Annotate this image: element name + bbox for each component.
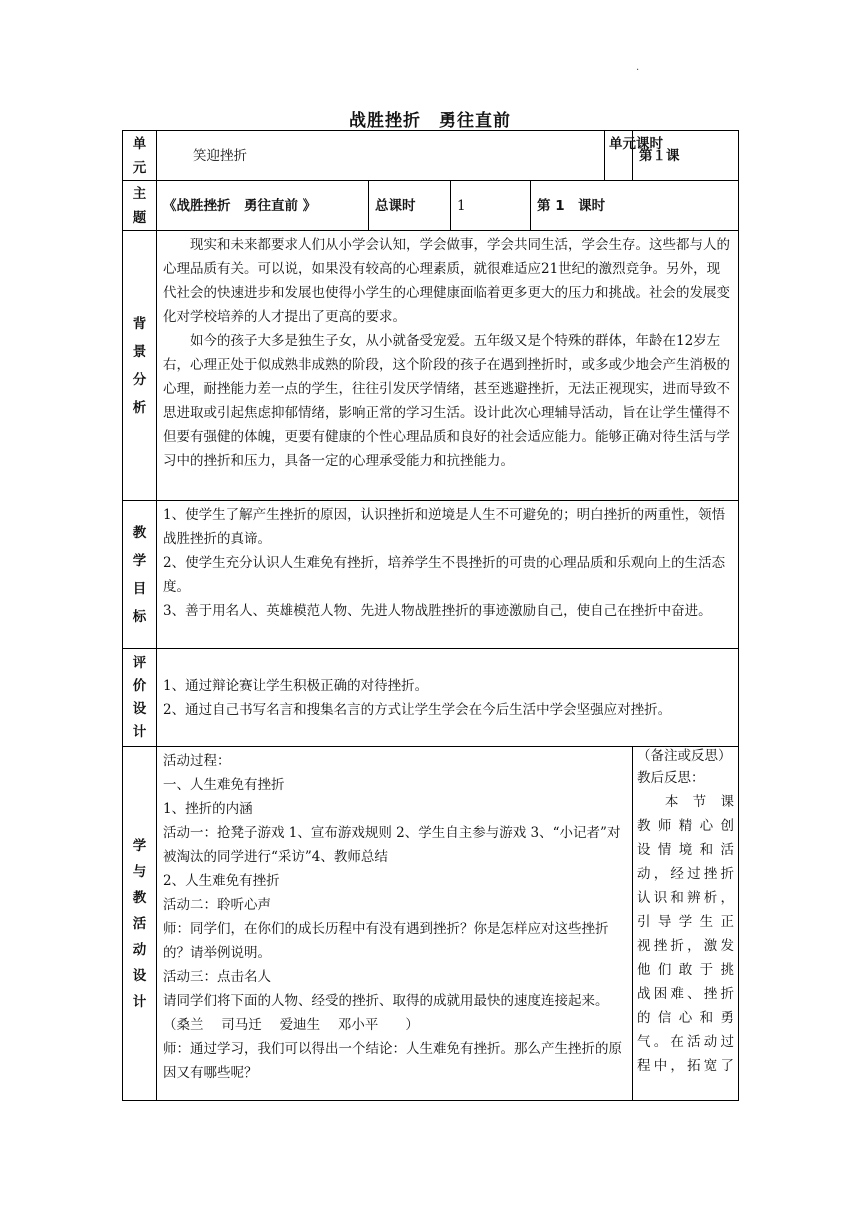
note-head: （备注或反思） — [637, 748, 732, 764]
lesson-label: 第 1 课时 — [531, 181, 739, 231]
activity-label: 学与教活动设计 — [123, 747, 157, 1101]
activity-line: 1、挫折的内涵 — [163, 801, 253, 817]
note-line: 程中，拓宽了 — [637, 1058, 734, 1074]
total-hours-value: 1 — [451, 181, 531, 231]
activity-line: 活动过程： — [163, 753, 231, 769]
unit-hours-label: 单元课时 — [605, 131, 633, 181]
activity-line: 活动三：点击名人 — [163, 969, 271, 985]
note-line: 视挫折，激发 — [637, 938, 734, 954]
activity-line: 师：同学们，在你们的成长历程中有没有遇到挫折？你是怎样应对这些挫折的？请举例说明。 — [163, 921, 609, 961]
unit-row — [123, 131, 739, 181]
goals-content — [157, 501, 739, 649]
background-paragraph: 现实和未来都要求人们从小学会认知，学会做事，学会共同生活，学会生存。这些都与人的心理品质有关。可以说，如果没有较高的心理素质，就很难适应21世纪的激烈竞争。另外，现代社会的快速进步和发展也使得小学生的心理健康面临着更多更大的压力和挑战。社会的发展变化对学校培养的人才提出了更高的要求。 — [163, 237, 730, 325]
background-label: 背景分析 — [123, 231, 157, 501]
topic-row — [123, 181, 739, 231]
note-line: 他们敢于挑 — [637, 962, 734, 978]
background-paragraph: 如今的孩子大多是独生子女，从小就备受宠爱。五年级又是个特殊的群体，年龄在12岁左右，心理正处于似成熟非成熟的阶段，这个阶段的孩子在遇到挫折时，或多或少地会产生消极的心理，耐挫能力差一点的学生，往往引发厌学情绪，甚至逃避挫折，无法正视现实，进而导致不思进取或引起焦虑抑郁情绪，影响正常的学习生活。设计此次心理辅导活动，旨在让学生懂得不但要有强健的体魄，更要有健康的个性心理品质和良好的社会适应能力。能够正确对待生活与学习中的挫折和压力，具备一定的心理承受能力和抗挫能力。 — [163, 333, 730, 469]
topic-value: 《战胜挫折 勇往直前 》 — [157, 181, 369, 231]
background-content — [157, 231, 739, 501]
note-sub: 教后反思： — [637, 770, 705, 786]
note-line: 设情境和活 — [637, 842, 734, 858]
activity-line: 活动一：抢凳子游戏 1、宣布游戏规则 2、学生自主参与游戏 3、“小记者”对被淘汰的同学进行“采访”4、教师总结 — [163, 825, 621, 865]
note-line: 的信心和勇 — [637, 1010, 734, 1026]
goals-label: 教学目标 — [123, 501, 157, 649]
note-line: 动，经过挫折 — [637, 866, 734, 882]
reflection-note — [633, 747, 739, 1101]
page-title: 战胜挫折 勇往直前 — [349, 111, 511, 131]
goal-item: 3、善于用名人、英雄模范人物、先进人物战胜挫折的事迹激励自己，使自己在挫折中奋进。 — [163, 603, 712, 619]
background-row — [123, 231, 739, 501]
lesson-plan-table — [122, 130, 739, 1101]
goal-item: 2、使学生充分认识人生难免有挫折，培养学生不畏挫折的可贵的心理品质和乐观向上的生活态度。 — [163, 555, 726, 595]
note-line: 教师精心创 — [637, 818, 734, 834]
evaluation-row — [123, 649, 739, 747]
goals-row — [123, 501, 739, 649]
unit-hours-value: 第１课 — [633, 131, 739, 181]
evaluation-label: 评价设计 — [123, 649, 157, 747]
evaluation-content — [157, 649, 739, 747]
note-line: 气。在活动过 — [637, 1034, 734, 1050]
activity-line: 一、人生难免有挫折 — [163, 777, 285, 793]
activity-line: 活动二：聆听心声 — [163, 897, 271, 913]
activity-line: 请同学们将下面的人物、经受的挫折、取得的成就用最快的速度连接起来。（桑兰 司马迁 爱迪生 邓小平 ） — [163, 993, 609, 1033]
activity-row — [123, 747, 739, 1101]
unit-value: 笑迎挫折 — [157, 131, 605, 181]
note-line: 战困难、挫折 — [637, 986, 734, 1002]
total-hours-label: 总课时 — [369, 181, 451, 231]
evaluation-item: 2、通过自己书写名言和搜集名言的方式让学生学会在今后生活中学会坚强应对挫折。 — [163, 701, 672, 718]
activity-content — [157, 747, 633, 1101]
goal-item: 1、使学生了解产生挫折的原因，认识挫折和逆境是人生不可避免的；明白挫折的两重性，领悟战胜挫折的真谛。 — [163, 507, 726, 547]
note-line: 引导学生正 — [637, 914, 734, 930]
header-dot: . — [636, 62, 640, 73]
evaluation-item: 1、通过辩论赛让学生积极正确的对待挫折。 — [163, 677, 429, 694]
unit-label: 单元 — [123, 131, 157, 181]
activity-line: 2、人生难免有挫折 — [163, 873, 280, 889]
topic-label: 主题 — [123, 181, 157, 231]
activity-line: 师：通过学习，我们可以得出一个结论：人生难免有挫折。那么产生挫折的原因又有哪些呢？ — [163, 1041, 622, 1081]
note-line: 认识和辨析， — [637, 890, 734, 906]
note-line: 本节课 — [637, 794, 734, 810]
